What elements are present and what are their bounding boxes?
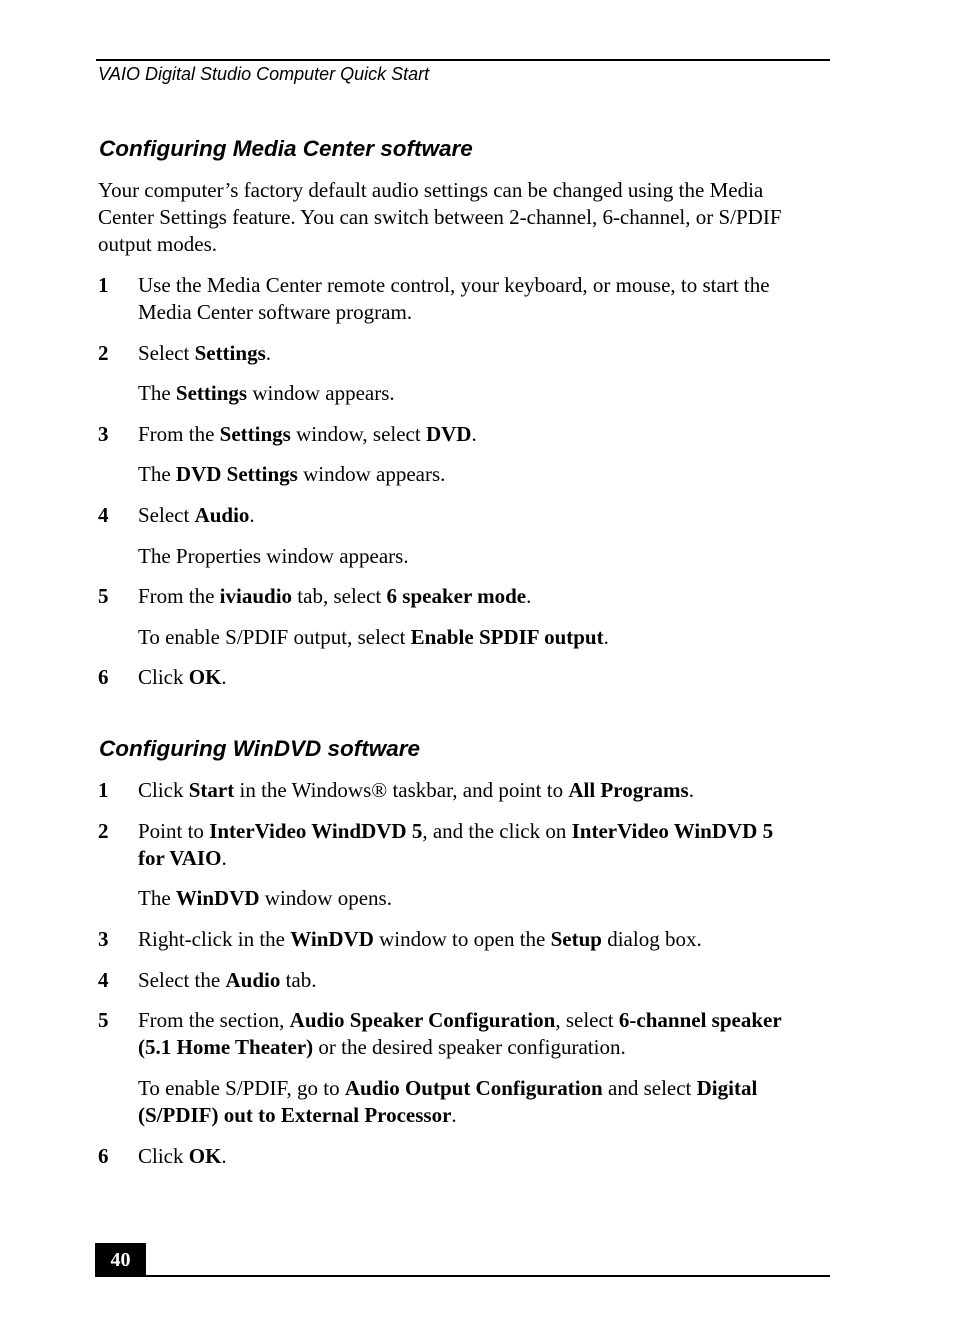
text-run: The Properties window appears. xyxy=(138,544,409,568)
step-number: 3 xyxy=(98,422,109,446)
text-run: Use the Media Center remote control, your keyboard, or mouse, to start the xyxy=(138,273,770,297)
text-run: window, select xyxy=(290,422,426,446)
text-run: Click xyxy=(138,665,189,689)
step-text xyxy=(138,1007,830,1034)
footer-rule xyxy=(96,1275,830,1277)
step-note xyxy=(138,1075,830,1102)
step-text xyxy=(138,340,830,367)
text-run: dialog box. xyxy=(601,927,702,951)
text-run: From the xyxy=(138,584,220,608)
bold-term: Enable SPDIF output xyxy=(410,625,604,649)
bold-term: OK xyxy=(188,665,222,689)
bold-term: DVD xyxy=(425,422,472,446)
intro-line-3: output modes. xyxy=(98,232,217,256)
step-text xyxy=(138,502,830,529)
bold-term: 6-channel speaker xyxy=(618,1008,782,1032)
step-number: 2 xyxy=(98,819,109,843)
step-text xyxy=(138,845,830,872)
step-text xyxy=(138,818,830,845)
text-run: The xyxy=(138,886,176,910)
step-text xyxy=(138,1143,830,1170)
bold-term: All Programs xyxy=(568,778,689,802)
text-run: . xyxy=(471,422,477,446)
step-text xyxy=(138,583,830,610)
text-run: The xyxy=(138,381,176,405)
text-run: Click xyxy=(138,1144,189,1168)
bold-term: Audio xyxy=(194,503,250,527)
text-run: . xyxy=(249,503,255,527)
section-heading-media-center: Configuring Media Center software xyxy=(99,136,473,161)
text-run: or the desired speaker configuration. xyxy=(313,1035,626,1059)
step-text xyxy=(138,272,830,299)
running-header: VAIO Digital Studio Computer Quick Start xyxy=(98,64,430,84)
step-number: 1 xyxy=(98,273,109,297)
text-run: . xyxy=(603,625,609,649)
text-run: , select xyxy=(555,1008,619,1032)
header-rule xyxy=(96,59,830,61)
bold-term: WinDVD xyxy=(290,927,374,951)
text-run: Click xyxy=(138,778,189,802)
section-heading-windvd: Configuring WinDVD software xyxy=(99,736,421,761)
text-run: . xyxy=(221,1144,227,1168)
text-run: . xyxy=(265,341,271,365)
bold-term: WinDVD xyxy=(175,886,260,910)
text-run: . xyxy=(221,846,227,870)
bold-term: (S/PDIF) out to External Processor xyxy=(138,1103,452,1127)
intro-line-1: Your computer’s factory default audio settings can be changed using the Media xyxy=(98,178,764,202)
text-run: To enable S/PDIF output, select xyxy=(138,625,411,649)
text-run: . xyxy=(451,1103,457,1127)
bold-term: DVD Settings xyxy=(175,462,298,486)
step-note xyxy=(138,1102,830,1129)
bold-term: Settings xyxy=(175,381,248,405)
bold-term: 6 speaker mode xyxy=(386,584,527,608)
step-text xyxy=(138,421,830,448)
text-run: in the Windows® taskbar, and point to xyxy=(234,778,569,802)
text-run: Select xyxy=(138,503,195,527)
bold-term: OK xyxy=(188,1144,222,1168)
step-number: 5 xyxy=(98,1008,109,1032)
step-number: 4 xyxy=(98,503,109,527)
bold-term: InterVideo WindDVD 5 xyxy=(209,819,423,843)
text-run: From the xyxy=(138,422,220,446)
text-run: From the section, xyxy=(138,1008,290,1032)
intro-line-2: Center Settings feature. You can switch between 2-channel, 6-channel, or S/PDIF xyxy=(98,205,782,229)
bold-term: InterVideo WinDVD 5 xyxy=(571,819,774,843)
text-run: Right-click in the xyxy=(138,927,291,951)
text-run: Select the xyxy=(138,968,226,992)
text-run: Media Center software program. xyxy=(138,300,413,324)
text-run: window to open the xyxy=(373,927,551,951)
step-note xyxy=(138,380,830,407)
step-text xyxy=(138,1034,830,1061)
step-text xyxy=(138,967,830,994)
step-number: 1 xyxy=(98,778,109,802)
step-number: 6 xyxy=(98,1144,109,1168)
text-run: To enable S/PDIF, go to xyxy=(138,1076,345,1100)
bold-term: Audio xyxy=(225,968,281,992)
text-run: window appears. xyxy=(247,381,395,405)
step-number: 4 xyxy=(98,968,109,992)
bold-term: Digital xyxy=(696,1076,758,1100)
text-run: . xyxy=(526,584,532,608)
bold-term: Audio Speaker Configuration xyxy=(289,1008,556,1032)
bold-term: Settings xyxy=(194,341,266,365)
text-run: and select xyxy=(602,1076,697,1100)
bold-term: Start xyxy=(188,778,235,802)
step-number: 5 xyxy=(98,584,109,608)
step-note xyxy=(138,885,830,912)
step-note xyxy=(138,461,830,488)
step-text xyxy=(138,926,830,953)
text-run: Select xyxy=(138,341,195,365)
bold-term: Settings xyxy=(219,422,291,446)
bold-term: (5.1 Home Theater) xyxy=(138,1035,314,1059)
text-run: window opens. xyxy=(259,886,392,910)
step-number: 6 xyxy=(98,665,109,689)
step-text xyxy=(138,664,830,691)
bold-term: Setup xyxy=(550,927,602,951)
bold-term: Audio Output Configuration xyxy=(344,1076,603,1100)
bold-term: for VAIO xyxy=(138,846,222,870)
step-number: 3 xyxy=(98,927,109,951)
step-text xyxy=(138,299,830,326)
text-run: The xyxy=(138,462,176,486)
page-number: 40 xyxy=(95,1243,146,1277)
text-run: . xyxy=(221,665,227,689)
step-number: 2 xyxy=(98,341,109,365)
text-run: tab. xyxy=(280,968,317,992)
text-run: tab, select xyxy=(292,584,387,608)
bold-term: iviaudio xyxy=(219,584,293,608)
step-text xyxy=(138,777,830,804)
step-note xyxy=(138,543,830,570)
text-run: window appears. xyxy=(297,462,446,486)
text-run: , and the click on xyxy=(422,819,572,843)
step-note xyxy=(138,624,830,651)
text-run: Point to xyxy=(138,819,210,843)
text-run: . xyxy=(688,778,694,802)
